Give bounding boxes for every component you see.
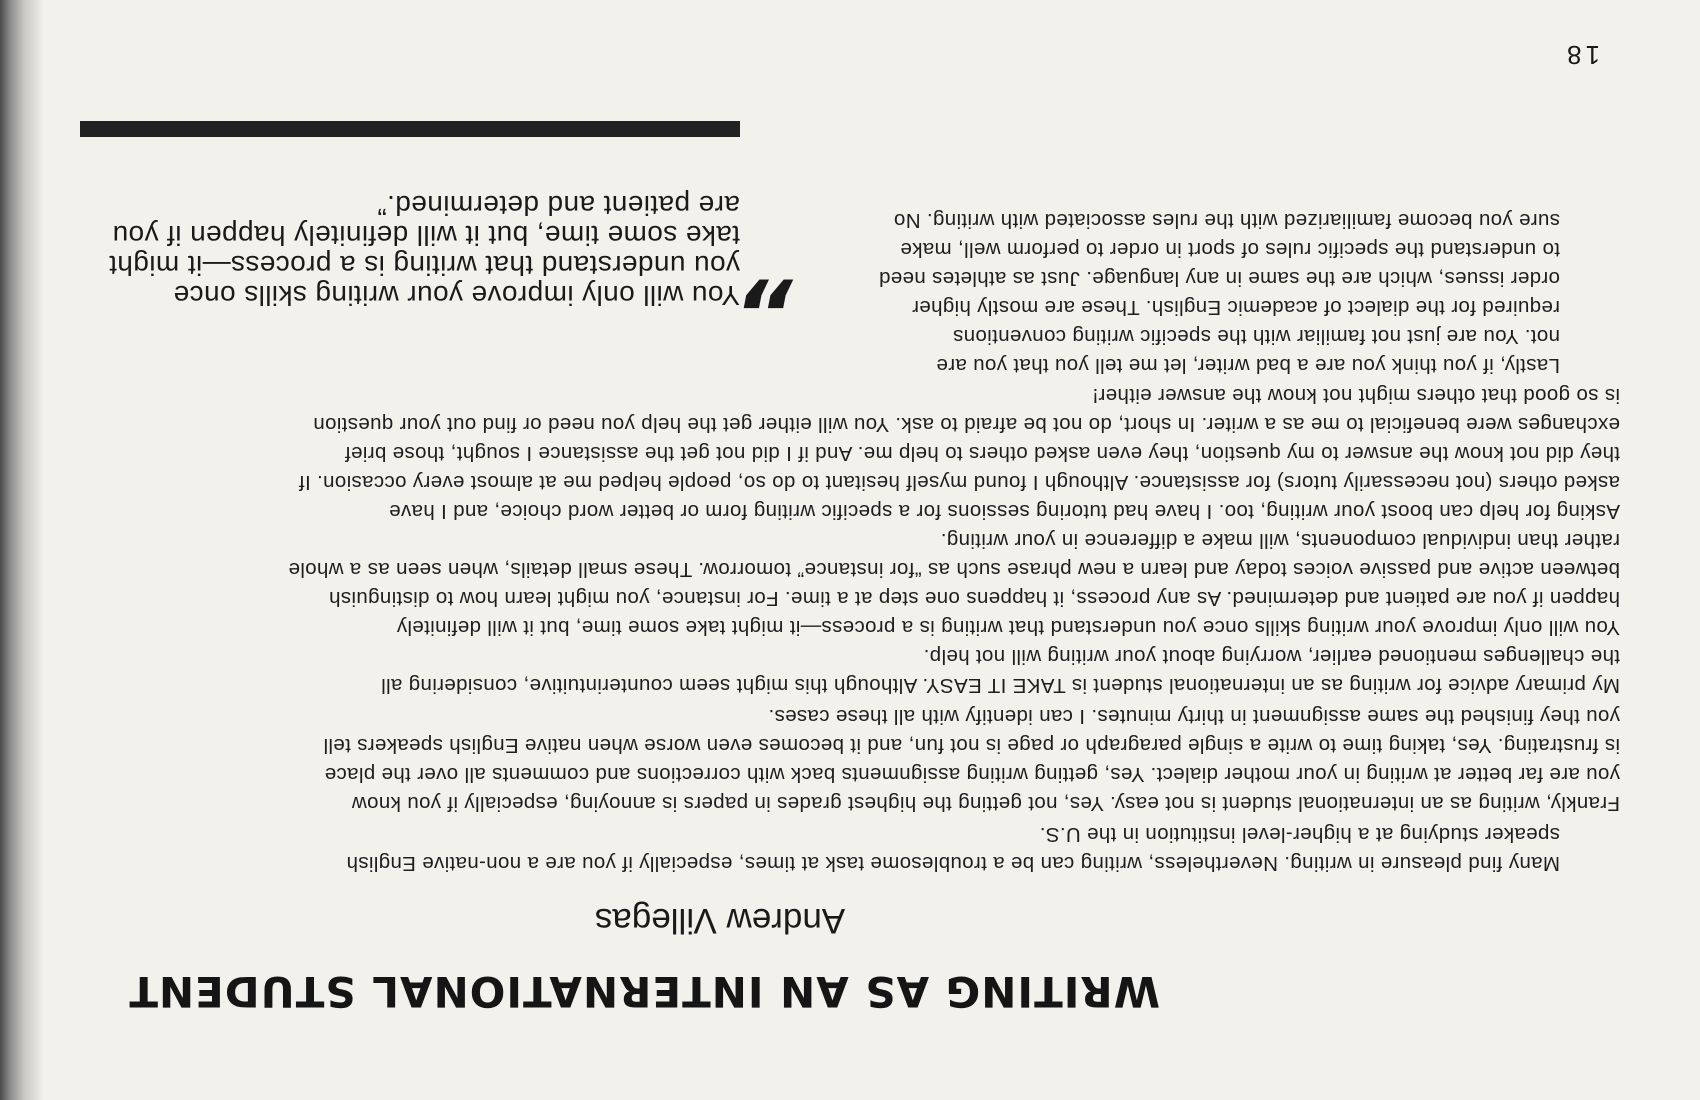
paragraph-line: Lastly, if you think you are a bad writer, let me tell you that you are xyxy=(936,354,1560,377)
paragraph-line: required for the dialect of academic English. These are mostly higher xyxy=(911,296,1560,319)
paragraph-line: exchanges were beneficial to me as a writer. In short, do not be afraid to ask. You will either get the help you need or find out your question xyxy=(312,413,1620,436)
paragraph-line: not. You are just not familiar with the specific writing conventions xyxy=(952,325,1560,348)
paragraph-line: to understand the specific rules of sport in order to perform well, make xyxy=(900,238,1560,261)
paragraph-line: Frankly, writing as an international student is not easy. Yes, not getting the highest grades in papers is annoying, especially if you know xyxy=(351,792,1620,815)
paragraph-line: between active and passive voices today and learn a new phrase such as “for instance” tomorrow. These small details, when seen as a whole xyxy=(288,558,1620,581)
paragraph-line: is frustrating. Yes, taking time to write a single paragraph or page is not fun, and it becomes even worse when native English speakers tell xyxy=(323,734,1620,757)
quote-mark-icon: ” xyxy=(740,219,800,326)
paragraph-line: you are far better at writing in your mother dialect. Yes, getting writing assignments back with corrections and comments all over the place xyxy=(324,763,1620,786)
paragraph-line: is so good that others might not know the answer either! xyxy=(1092,384,1620,407)
paragraph-1 xyxy=(346,820,1560,878)
paragraph-line: happen if you are patient and determined. As any process, it happens one step at a time. For instance, you might learn how to distinguish xyxy=(328,587,1620,610)
pull-quote-line: you understand that writing is a process—it might xyxy=(108,250,740,281)
pull-quote-rule xyxy=(80,121,740,137)
paragraph-5 xyxy=(299,381,1620,526)
paragraph-2 xyxy=(323,702,1620,818)
pull-quote-text xyxy=(108,190,740,311)
paragraph-line: you they finished the same assignment in thirty minutes. I can identify with all these cases. xyxy=(768,705,1620,728)
paragraph-line: speaker studying at a higher-level institution in the U.S. xyxy=(1039,823,1560,846)
page-number: 18 xyxy=(1563,40,1600,70)
paragraph-line: they did not know the answer to my question, they even asked others to help me. And if I did not get the assistance I sought, those brief xyxy=(344,442,1620,465)
article-author: Andrew Villegas xyxy=(594,901,846,940)
paragraph-line: Asking for help can boost your writing, too. I have had tutoring sessions for a specific writing form or better word choice, and I have xyxy=(388,500,1620,523)
pull-quote-line: You will only improve your writing skills once xyxy=(173,280,740,311)
paragraph-6 xyxy=(879,206,1560,380)
paragraph-3 xyxy=(381,642,1620,700)
paragraph-line: the challenges mentioned earlier, worrying about your writing will not help. xyxy=(923,645,1620,668)
paragraph-line: rather than individual components, will make a difference in your writing. xyxy=(940,529,1620,552)
pull-quote-line: are patient and determined.” xyxy=(377,190,740,221)
binding-gutter-shadow xyxy=(0,0,44,1100)
paragraph-line: My primary advice for writing as an international student is TAKE IT EASY. Although this might seem counterintuitive, considering all xyxy=(380,674,1620,697)
paragraph-line: sure you become familiarized with the rules associated with writing. No xyxy=(893,209,1560,232)
paragraph-line: asked others (not necessarily tutors) for assistance. Although I found myself hesitant to do so, people helped me at almost every occasion. If xyxy=(298,471,1620,494)
article-title: WRITING AS AN INTERNATIONAL STUDENT xyxy=(128,967,1160,1016)
pull-quote-line: take some time, but it will definitely happen if you xyxy=(112,220,740,251)
paragraph-line: order issues, which are the same in any language. Just as athletes need xyxy=(878,267,1560,290)
paragraph-line: You will only improve your writing skills once you understand that writing is a process—it might take some time, but it will definitely xyxy=(396,616,1620,639)
paragraph-4 xyxy=(288,526,1620,642)
paragraph-line: Many find pleasure in writing. Nevertheless, writing can be a troublesome task at times, especially if you are a non-native English xyxy=(346,852,1560,875)
